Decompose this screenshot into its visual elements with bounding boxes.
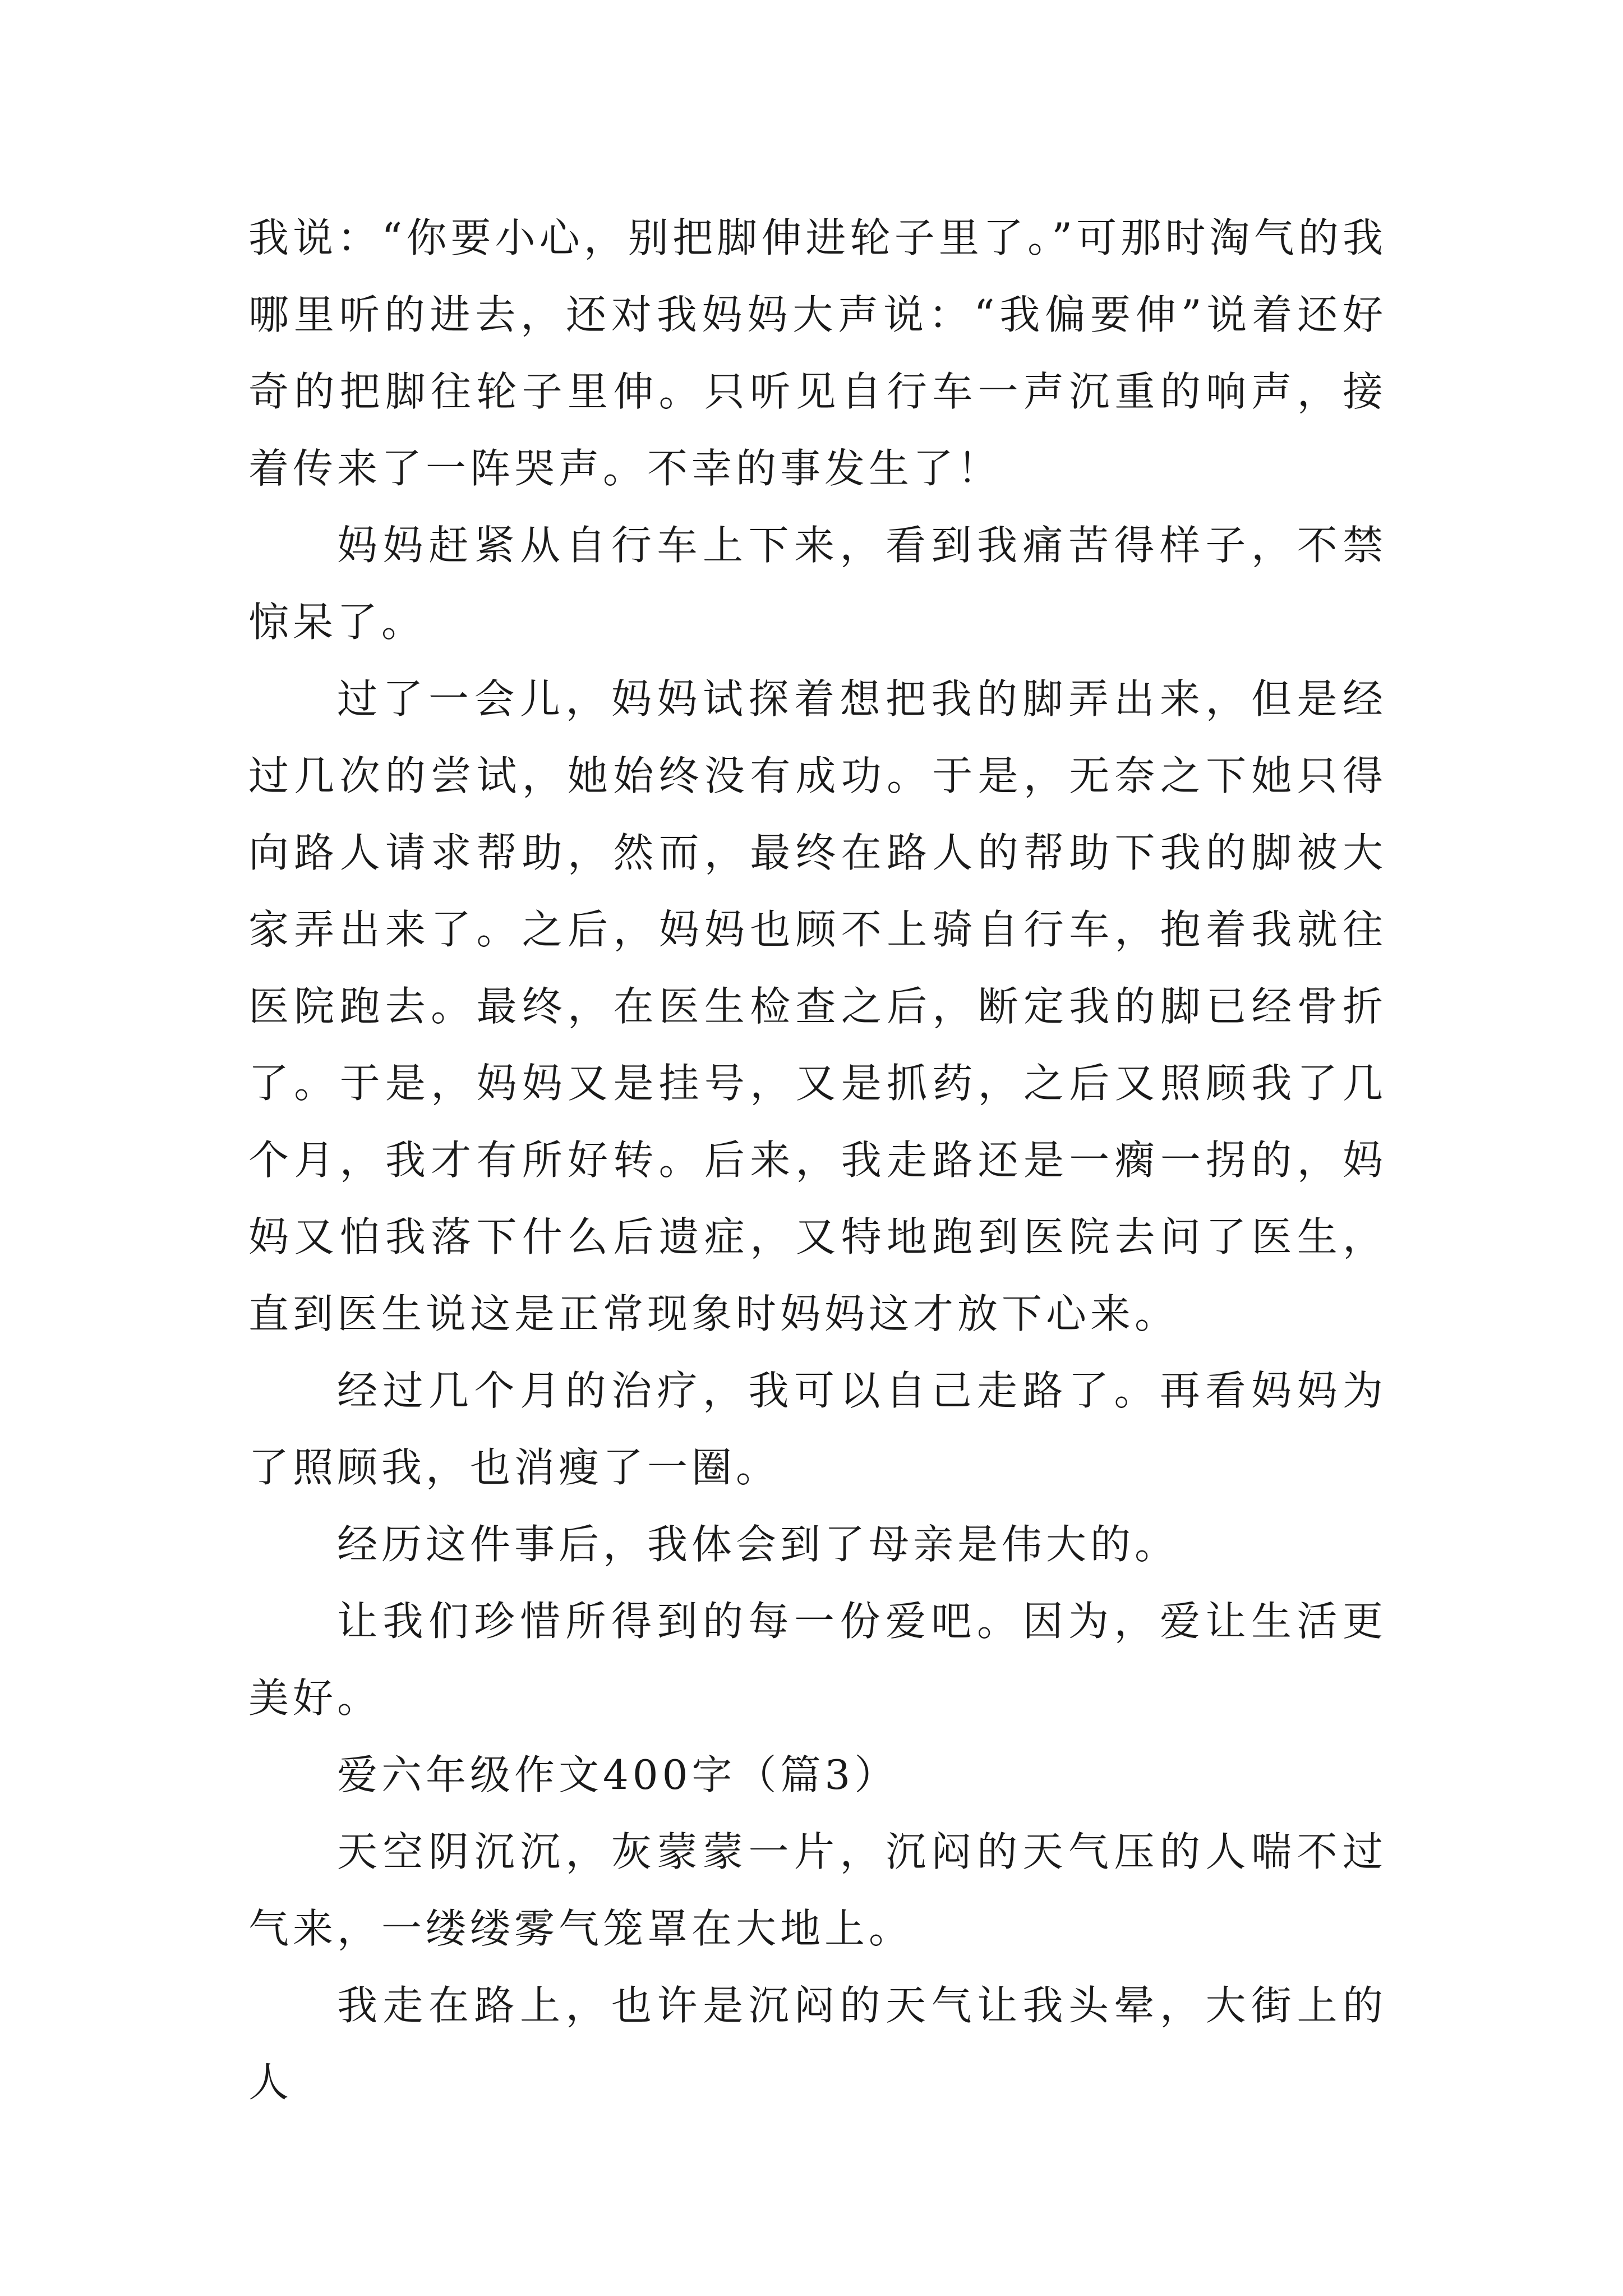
paragraph-5: 经历这件事后，我体会到了母亲是伟大的。 [337,1521,1179,1568]
paragraph-3: 过了一会儿，妈妈试探着想把我的脚弄出来，但是经过几次的尝试，她始终没有成功。于是，无奈之下她只得向路人请求帮助，然而，最终在路人的帮助下我的脚被大家弄出来了。之后，妈妈也顾不上骑自行车，抱着我就往医院跑去。最终，在医生检查之后，断定我的脚已经骨折了。于是，妈妈又是挂号，又是抓药，之后又照顾我了几个月，我才有所好转。后来，我走路还是一瘸一拐的，妈妈又怕我落下什么后遗症，又特地跑到医院去问了医生，直到医生说这是正常现象时妈妈这才放下心来。 [248,675,1387,1337]
paragraph-4: 经过几个月的治疗，我可以自己走路了。再看妈妈为了照顾我，也消瘦了一圈。 [248,1367,1387,1491]
paragraph-2: 妈妈赶紧从自行车上下来，看到我痛苦得样子，不禁惊呆了。 [248,522,1387,646]
paragraph-6: 让我们珍惜所得到的每一份爱吧。因为，爱让生活更美好。 [248,1598,1387,1722]
paragraph-7: 天空阴沉沉，灰蒙蒙一片，沉闷的天气压的人喘不过气来，一缕缕雾气笼罩在大地上。 [248,1828,1387,1952]
paragraph-1: 我说：“你要小心，别把脚伸进轮子里了。”可那时淘气的我哪里听的进去，还对我妈妈大声说：“我偏要伸”说着还好奇的把脚往轮子里伸。只听见自行车一声沉重的响声，接着传来了一阵哭声。不幸的事发生了！ [248,214,1387,492]
paragraph-8: 我走在路上，也许是沉闷的天气让我头晕，大街上的人 [248,1982,1387,2106]
document-body [248,200,1387,2121]
section-heading: 爱六年级作文400字（篇3） [337,1751,899,1798]
